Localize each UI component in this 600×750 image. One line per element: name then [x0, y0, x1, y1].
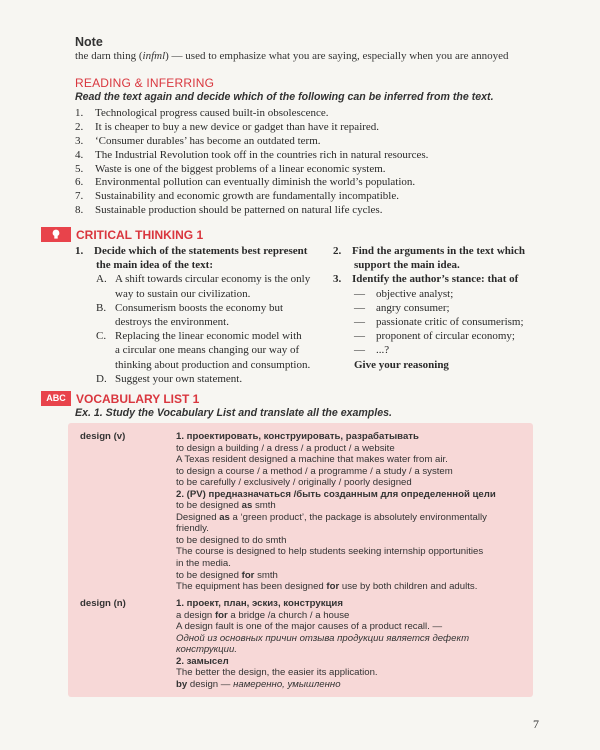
vocab-line	[176, 644, 469, 656]
vocab-text: for	[214, 609, 228, 621]
vocab-text: Одной из основных причин отзыва продукции является дефект	[176, 632, 470, 644]
note-text-pre: the darn thing (	[75, 50, 143, 62]
vocab-line	[176, 656, 469, 668]
vocab-text: 2. (PV) предназначаться /быть созданным для определенной цели	[176, 488, 496, 500]
vocab-text: smth	[252, 500, 276, 512]
option-a: A. A shift towards circular economy is the only	[96, 273, 311, 286]
vocab-text: by	[176, 678, 188, 690]
item-number: 8.	[75, 204, 84, 217]
vocab-term-design-n: design (n)	[80, 598, 126, 609]
vocab-text: friendly.	[176, 523, 209, 535]
option-d: D. Suggest your own statement.	[96, 372, 243, 385]
vocab-line	[176, 621, 469, 633]
vocab-line	[176, 500, 496, 512]
vocab-line	[176, 581, 496, 593]
item-text: Waste is one of the biggest problems of a linear economic system.	[95, 162, 386, 175]
vocab-text: as	[241, 500, 253, 512]
note-title: Note	[75, 35, 103, 49]
item-number: 2.	[75, 120, 84, 133]
question-number: 1.	[75, 245, 84, 257]
vocab-text: намеренно, умышленно	[233, 678, 341, 690]
item-text: Technological progress caused built-in obsolescence.	[95, 107, 329, 119]
vocab-text: a design	[176, 609, 215, 621]
vocab-text: to be carefully / exclusively / originally / poorly designed	[176, 477, 412, 489]
inference-list	[75, 107, 428, 218]
vocab-line	[176, 454, 496, 466]
question-text: Identify the author’s stance: that of	[352, 273, 519, 286]
vocab-line	[176, 558, 496, 570]
vocab-line	[176, 489, 496, 501]
option-c: C. Replacing the linear economic model with	[96, 330, 302, 343]
vocab-text: use by both children and adults.	[339, 581, 478, 593]
item-number: 6.	[75, 176, 84, 189]
vocab-line	[176, 546, 496, 558]
item-number: 3.	[75, 134, 84, 147]
vocab-line	[176, 466, 496, 478]
item-text: Sustainable production should be patterned on natural life cycles.	[95, 204, 383, 217]
list-item	[75, 190, 428, 204]
question-number: 2.	[333, 245, 342, 257]
vocab-line	[176, 667, 469, 679]
stance-option: — proponent of circular economy;	[354, 330, 515, 343]
note-text	[75, 50, 508, 62]
question-number: 3.	[333, 273, 342, 286]
note-abbr: infml	[142, 50, 166, 62]
question-text: Find the arguments in the text which	[352, 245, 525, 257]
vocab-line	[176, 477, 496, 489]
vocab-text: 1. проектировать, конструировать, разрабатывать	[176, 431, 419, 442]
vocab-term-design-v: design (v)	[80, 431, 126, 442]
vocab-text: to design a building / a dress / a product / a website	[176, 442, 395, 454]
stance-option: — ...?	[354, 344, 390, 357]
vocab-text: 1. проект, план, эскиз, конструкция	[176, 598, 343, 609]
vocab-entry-design-v	[176, 431, 496, 593]
item-number: 4.	[75, 148, 84, 161]
vocab-line	[176, 535, 496, 547]
item-text: The Industrial Revolution took off in the countries rich in natural resources.	[95, 148, 429, 161]
vocab-text: The better the design, the easier its application.	[176, 667, 378, 679]
vocab-line	[176, 679, 469, 691]
vocab-text: a bridge /a church / a house	[227, 609, 350, 621]
vocab-line	[176, 598, 469, 610]
vocab-text: A Texas resident designed a machine that makes water from air.	[176, 454, 448, 466]
option-b: B. Consumerism boosts the economy but	[96, 301, 284, 314]
vocab-text: Designed	[176, 511, 220, 523]
vocab-text: to be designed	[176, 569, 242, 581]
list-item	[75, 121, 428, 135]
item-text: Environmental pollution can eventually diminish the world’s population.	[95, 176, 416, 189]
vocab-line	[176, 443, 496, 455]
vocab-text: for	[326, 581, 340, 593]
question-text: Decide which of the statements best represent	[94, 245, 308, 257]
item-number: 7.	[75, 190, 84, 203]
vocab-text: to be designed	[176, 500, 242, 512]
list-item	[75, 204, 428, 218]
vocab-text: The equipment has been designed	[176, 581, 327, 593]
vocab-text: конструкции.	[176, 644, 237, 656]
vocab-entry-design-n	[176, 598, 469, 690]
item-text: Sustainability and economic growth are fundamentally incompatible.	[95, 190, 399, 203]
vocab-text: a ‘green product’, the package is absolutely environmentally	[229, 511, 487, 523]
stance-option: — passionate critic of consumerism;	[354, 315, 524, 328]
critical-thinking-badge	[41, 227, 71, 242]
question-text-cont: the main idea of the text:	[96, 259, 214, 272]
list-item	[75, 149, 428, 163]
vocab-text: in the media.	[176, 558, 231, 570]
note-text-post: ) — used to emphasize what you are saying, especially when you are annoyed	[165, 50, 509, 62]
vocabulary-title: VOCABULARY LIST 1	[76, 392, 200, 406]
vocab-line	[176, 610, 469, 622]
vocab-text: to be designed to do smth	[176, 534, 287, 546]
page-number: 7	[533, 717, 539, 731]
item-number: 5.	[75, 162, 84, 175]
item-text: ‘Consumer durables’ has become an outdated term.	[95, 134, 321, 147]
vocab-line	[176, 570, 496, 582]
vocab-line	[176, 633, 469, 645]
vocab-text: as	[219, 511, 230, 523]
vocab-line	[176, 523, 496, 535]
vocab-text: smth	[254, 569, 278, 581]
reading-title: READING & INFERRING	[75, 76, 215, 90]
item-text: It is cheaper to buy a new device or gadget than have it repaired.	[95, 120, 380, 133]
lightbulb-icon	[51, 229, 61, 240]
critical-thinking-title: CRITICAL THINKING 1	[76, 228, 204, 242]
vocab-line	[176, 512, 496, 524]
list-item	[75, 176, 428, 190]
vocab-text: to design a course / a method / a programme / a study / a system	[176, 465, 453, 477]
vocabulary-badge: ABC	[41, 391, 71, 406]
vocab-text: design —	[187, 678, 234, 690]
question-footer: Give your reasoning	[354, 358, 449, 371]
list-item	[75, 135, 428, 149]
critical-questions-2-3: 2. Find the arguments in the text which support the main idea. 3. Identify the author’s stance: that of — objective analyst; — angry consumer; — passionate critic of consumerism; — proponent of circular economy; — ...? Give your reasoning	[333, 244, 548, 372]
stance-option: — angry consumer;	[354, 301, 450, 314]
critical-question-1: 1. Decide which of the statements best represent the main idea of the text: A. A shift towards circular economy is the only way to sustain our civilization. B. Consumerism boosts the economy but destroys the environment. C. Replacing the linear economic model with a circular one means changing our way of thinking about production and consumption. D. Suggest your own statement.	[75, 244, 337, 386]
reading-task: Read the text again and decide which of the following can be inferred from the text.	[75, 91, 494, 103]
vocab-text: A design fault is one of the major causes of a product recall. —	[176, 621, 443, 633]
vocab-text: 2. замысел	[176, 655, 229, 667]
vocab-line	[176, 431, 496, 443]
item-number: 1.	[75, 107, 84, 119]
vocab-text: for	[241, 569, 255, 581]
list-item	[75, 163, 428, 177]
list-item	[75, 107, 428, 121]
stance-option: — objective analyst;	[354, 287, 454, 300]
vocab-text: The course is designed to help students seeking internship opportunities	[176, 546, 484, 558]
vocabulary-task: Ex. 1. Study the Vocabulary List and translate all the examples.	[75, 407, 392, 419]
